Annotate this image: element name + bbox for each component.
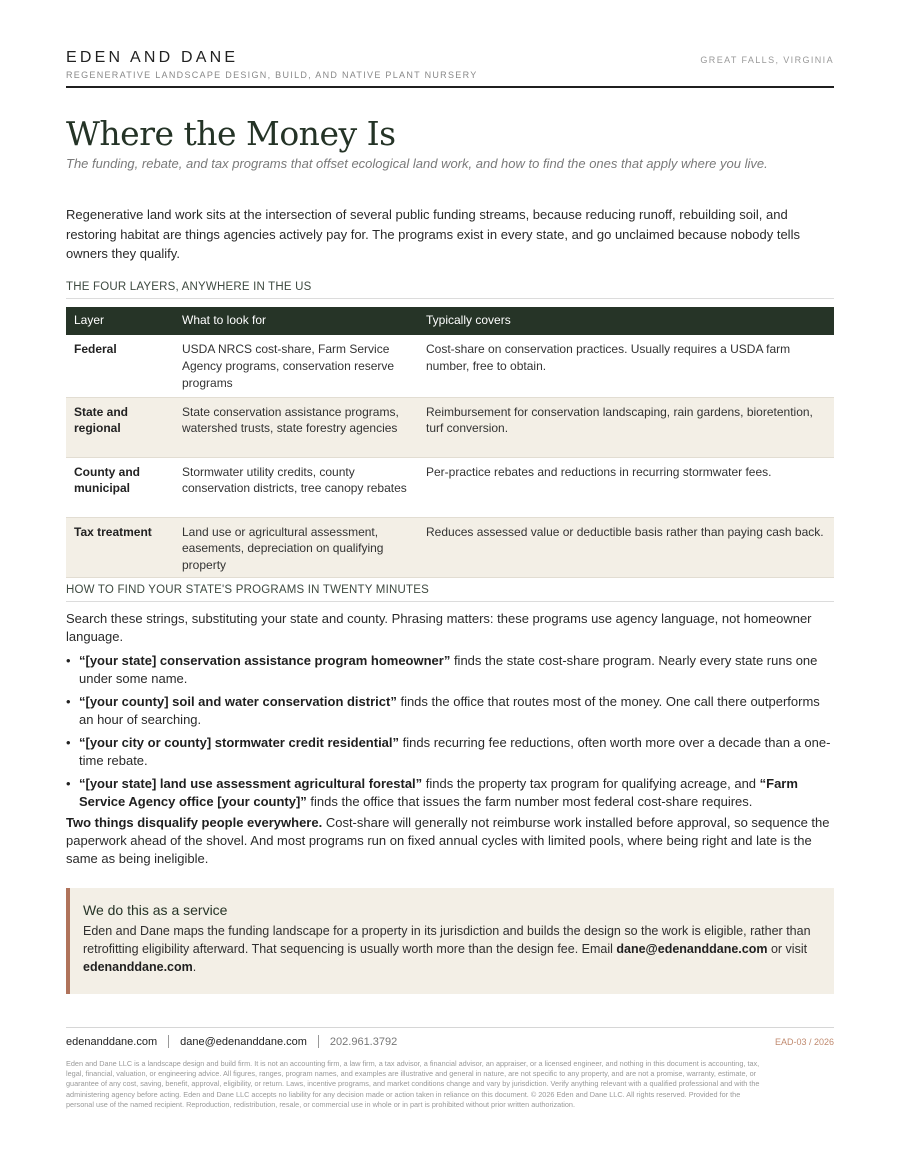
service-callout (66, 888, 834, 994)
document-code: EAD-03 / 2026 (774, 1037, 834, 1047)
column-header-layer: Layer (66, 307, 174, 335)
header-divider (66, 86, 834, 88)
callout-website-link[interactable]: edenanddane.com (83, 960, 193, 974)
table-row (66, 517, 834, 577)
footer-phone: 202.961.3792 (329, 1035, 398, 1048)
look-for-cell: Stormwater utility credits, county conservation districts, tree canopy rebates (174, 457, 418, 517)
layer-cell: Federal (66, 335, 174, 397)
footer-separator (168, 1035, 169, 1048)
list-item (66, 652, 834, 688)
footer-contacts (66, 1035, 397, 1048)
covers-cell: Per-practice rebates and reductions in recurring stormwater fees. (418, 457, 834, 517)
legal-disclaimer: Eden and Dane LLC is a landscape design and build firm. It is not an accounting firm, a law firm, a tax advisor, a financial advisor, an appraiser, or a licensed engineer, and nothing in this document is accounting, tax, legal, financial, valuation, or engineering advice. All figures, ranges, program names, and examples are illustrative and general in nature, are not specific to any property, and are not a promise, warranty, estimate, or guarantee of any cost, saving, benefit, approval, eligibility, or return. Laws, incentive programs, and market conditions change and vary by jurisdiction. Verify anything relevant with a qualified professional and with the administering agency before acting. Eden and Dane LLC accepts no liability for any decision made or action taken in reliance on this document. © 2026 Eden and Dane LLC. All rights reserved. Provided for the personal use of the named recipient. Reproduction, redistribution, resale, or commercial use in whole or in part is prohibited without prior written authorization. (66, 1059, 760, 1109)
page-title: Where the Money Is (66, 114, 396, 153)
layer-cell: State and regional (66, 397, 174, 457)
callout-text: or visit (767, 942, 808, 956)
table-row (66, 335, 834, 397)
section-heading-find-programs: HOW TO FIND YOUR STATE'S PROGRAMS IN TWENTY MINUTES (66, 584, 834, 602)
callout-email-link[interactable]: dane@edenanddane.com (616, 942, 768, 956)
list-item (66, 693, 834, 729)
column-header-covers: Typically covers (418, 307, 834, 335)
covers-cell: Reduces assessed value or deductible basis rather than paying cash back. (418, 517, 834, 577)
search-query-description: finds the property tax program for qualifying acreage, and (422, 776, 760, 791)
list-item (66, 775, 834, 811)
search-tips-list (66, 652, 834, 816)
search-query: “[your county] soil and water conservation district” (79, 694, 397, 709)
search-query-description: finds the state cost-share program. Nearly every state runs one under some name. (79, 653, 818, 686)
funding-layers-table (66, 307, 834, 578)
brand-tagline: REGENERATIVE LANDSCAPE DESIGN, BUILD, AND NATIVE PLANT NURSERY (66, 70, 478, 80)
search-query-description: finds the office that issues the farm number most federal cost-share requires. (306, 794, 753, 809)
callout-text: Eden and Dane maps the funding landscape for a property in its jurisdiction and builds the design so the work is eligible, rather than retrofitting eligibility afterward. That sequencing is usually worth more than the design fee. Email (83, 924, 811, 956)
table-header-row (66, 307, 834, 335)
covers-cell: Cost-share on conservation practices. Usually requires a USDA farm number, free to obtain. (418, 335, 834, 397)
footer-email-link[interactable]: dane@edenanddane.com (180, 1035, 307, 1048)
search-query: “[your state] conservation assistance program homeowner” (79, 653, 451, 668)
layer-cell: Tax treatment (66, 517, 174, 577)
footer-divider (66, 1027, 834, 1028)
callout-title: We do this as a service (83, 902, 228, 918)
search-query: “[your city or county] stormwater credit residential” (79, 735, 400, 750)
callout-body (83, 922, 820, 976)
search-query-description: finds the office that routes most of the money. One call there outperforms an hour of searching. (79, 694, 820, 727)
table-row (66, 457, 834, 517)
disqualify-text: Cost-share will generally not reimburse work installed before approval, so sequence the paperwork ahead of the shovel. And most programs run on fixed annual cycles with limited pools, where being right and late is the same as being ineligible. (66, 815, 830, 866)
intro-paragraph: Regenerative land work sits at the intersection of several public funding streams, because reducing runoff, rebuilding soil, and restoring habitat are things agencies actively pay for. The programs exist in every state, and go unclaimed because nobody tells owners they qualify. (66, 207, 800, 261)
covers-cell: Reimbursement for conservation landscaping, rain gardens, bioretention, turf conversion. (418, 397, 834, 457)
search-query: “[your state] land use assessment agricultural forestal” (79, 776, 423, 791)
look-for-cell: State conservation assistance programs, watershed trusts, state forestry agencies (174, 397, 418, 457)
callout-text: . (192, 960, 197, 974)
search-query-description: finds recurring fee reductions, often worth more over a decade than a one-time rebate. (79, 735, 831, 768)
list-item (66, 734, 834, 770)
column-header-look-for: What to look for (174, 307, 418, 335)
footer-separator (318, 1035, 319, 1048)
section-heading-four-layers: THE FOUR LAYERS, ANYWHERE IN THE US (66, 281, 834, 299)
search-intro-paragraph: Search these strings, substituting your state and county. Phrasing matters: these programs use agency language, not homeowner language. (66, 611, 812, 644)
page-subtitle: The funding, rebate, and tax programs that offset ecological land work, and how to find the ones that apply where you live. (66, 156, 768, 171)
disqualify-paragraph (66, 814, 834, 868)
search-query: “Farm Service Agency office [your county]” (79, 776, 798, 809)
table-row (66, 397, 834, 457)
look-for-cell: USDA NRCS cost-share, Farm Service Agency programs, conservation reserve programs (174, 335, 418, 397)
footer-website-link[interactable]: edenanddane.com (66, 1035, 158, 1048)
look-for-cell: Land use or agricultural assessment, easements, depreciation on qualifying property (174, 517, 418, 577)
layer-cell: County and municipal (66, 457, 174, 517)
disqualify-lead: Two things disqualify people everywhere. (66, 815, 323, 830)
location-label: GREAT FALLS, VIRGINIA (700, 55, 834, 65)
brand-name: EDEN AND DANE (66, 49, 239, 66)
